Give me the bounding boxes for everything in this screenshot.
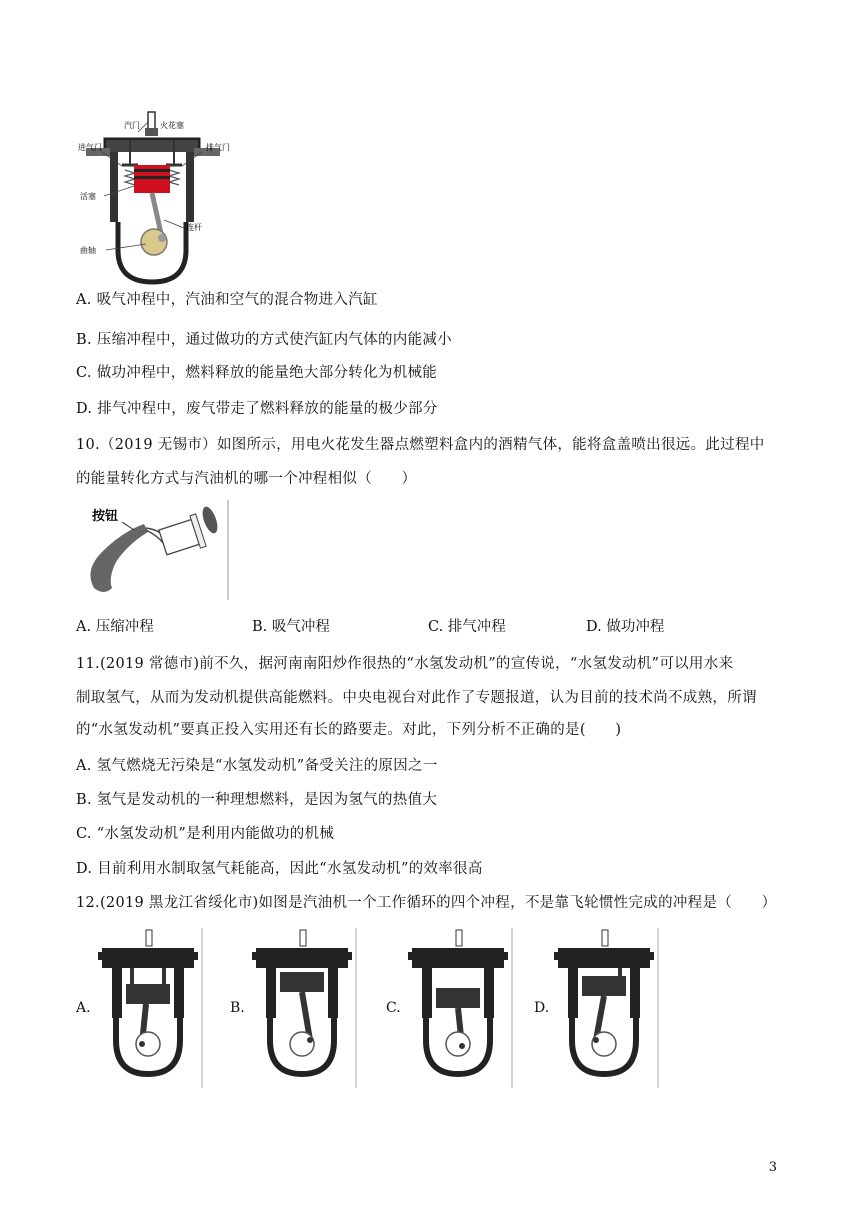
label-spark-plug: 火花塞 — [160, 121, 184, 130]
q10-option-b: B. 吸气冲程 — [252, 619, 330, 635]
q12-label-a: A. — [76, 1000, 91, 1016]
q9-option-b: B. 压缩冲程中，通过做功的方式使汽缸内气体的内能减小 — [76, 332, 452, 348]
q12-label-d: D. — [534, 1000, 550, 1016]
page-number: 3 — [768, 1160, 777, 1175]
q9-option-d: D. 排气冲程中，废气带走了燃料释放的能量的极少部分 — [76, 401, 438, 417]
q10-option-a: A. 压缩冲程 — [76, 619, 154, 635]
q11-option-c: C. “水氢发动机”是利用内能做功的机械 — [76, 826, 335, 842]
engine-stroke-b — [252, 928, 364, 1088]
q11-stem-line1: 11.(2019 常德市)前不久，据河南南阳炒作很热的“水氢发动机”的宣传说，“水氢发动机”可以用水来 — [76, 656, 734, 672]
q12-stem: 12.(2019 黑龙江省绥化市)如图是汽油机一个工作循环的四个冲程，不是靠飞轮惯性完成的冲程是（ ） — [76, 895, 777, 911]
q11-stem-line2: 制取氢气，从而为发动机提供高能燃料。中央电视台对此作了专题报道，认为目前的技术尚不成熟，所谓 — [76, 690, 757, 706]
q11-option-a: A. 氢气燃烧无污染是“水氢发动机”备受关注的原因之一 — [76, 758, 438, 774]
label-crankshaft: 曲轴 — [80, 246, 96, 255]
label-rod: 连杆 — [186, 223, 202, 232]
q10-stem-line1: 10.（2019 无锡市）如图所示，用电火花发生器点燃塑料盒内的酒精气体，能将盒盖喷出很远。此过程中 — [76, 437, 765, 453]
spark-generator-figure — [82, 500, 237, 602]
label-button: 按钮 — [92, 509, 119, 524]
q10-stem-line2: 的能量转化方式与汽油机的哪一个冲程相似（ ） — [76, 471, 417, 487]
engine-stroke-a — [98, 928, 210, 1088]
engine-stroke-c — [408, 928, 520, 1088]
q10-option-d: D. 做功冲程 — [586, 619, 665, 635]
q9-option-a: A. 吸气冲程中，汽油和空气的混合物进入汽缸 — [76, 292, 378, 308]
q12-label-b: B. — [230, 1000, 245, 1016]
label-exhaust-valve: 排气门 — [206, 143, 230, 152]
q11-stem-line3: 的“水氢发动机”要真正投入实用还有长的路要走。对此，下列分析不正确的是( ) — [76, 722, 622, 738]
q10-option-c: C. 排气冲程 — [428, 619, 506, 635]
q12-label-c: C. — [386, 1000, 401, 1016]
q9-option-c: C. 做功冲程中，燃料释放的能量绝大部分转化为机械能 — [76, 365, 438, 381]
q11-option-b: B. 氢气是发动机的一种理想燃料，是因为氢气的热值大 — [76, 792, 438, 808]
label-piston: 活塞 — [80, 192, 96, 201]
label-valve-top: 汽门 — [124, 121, 140, 130]
q11-option-d: D. 目前利用水制取氢气耗能高，因此“水氢发动机”的效率很高 — [76, 861, 483, 877]
q10-options — [76, 615, 796, 635]
engine-diagram — [78, 110, 238, 285]
engine-stroke-d — [554, 928, 666, 1088]
label-intake-valve: 进气门 — [78, 143, 102, 152]
